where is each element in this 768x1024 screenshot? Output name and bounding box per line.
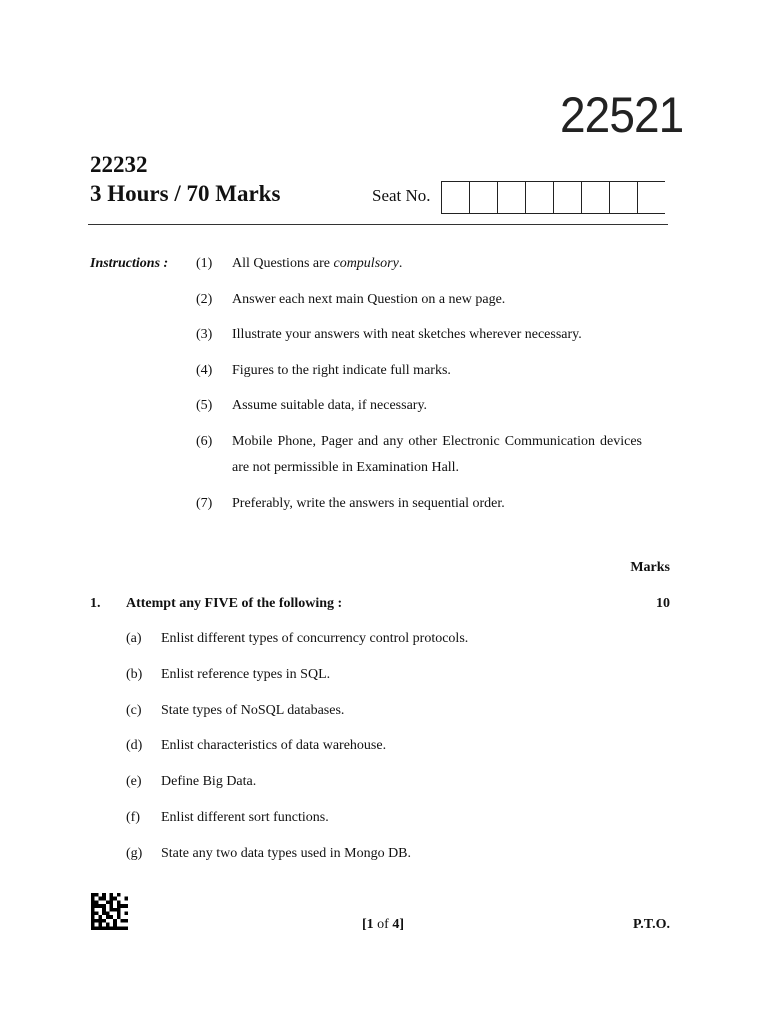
question-marks: 10 — [656, 596, 670, 611]
duration-marks: 3 Hours / 70 Marks — [90, 181, 281, 206]
question-number: 1. — [90, 596, 101, 611]
page-total: 4 — [392, 917, 400, 932]
sub-question-letter: (b) — [126, 667, 143, 682]
page-indicator: [1 of 4] — [362, 917, 405, 932]
instruction-text: Assume suitable data, if necessary. — [232, 398, 428, 413]
sub-question-text: State any two data types used in Mongo DB. — [161, 846, 412, 861]
instruction-number: (7) — [196, 496, 213, 511]
sub-question-text: Enlist characteristics of data warehouse. — [161, 738, 387, 753]
seat-box — [581, 182, 609, 213]
sub-question-text: State types of NoSQL databases. — [161, 703, 345, 718]
seat-box — [525, 182, 553, 213]
pto-label: P.T.O. — [633, 917, 670, 932]
paper-code: 22521 — [560, 87, 684, 143]
instruction-text: All Questions are compulsory. — [232, 256, 403, 271]
instruction-text: Preferably, write the answers in sequential order. — [232, 496, 505, 511]
seat-box — [441, 182, 469, 213]
sub-question-letter: (e) — [126, 774, 142, 789]
sub-question-letter: (f) — [126, 810, 140, 825]
instruction-number: (3) — [196, 327, 213, 342]
sub-question-letter: (a) — [126, 631, 142, 646]
instruction-emphasis: compulsory — [333, 256, 399, 271]
sub-question-letter: (d) — [126, 738, 143, 753]
instruction-number: (6) — [196, 434, 213, 449]
instruction-text: Answer each next main Question on a new page. — [232, 292, 506, 307]
instruction-number: (5) — [196, 398, 213, 413]
instruction-text: Mobile Phone, Pager and any other Electronic Communication devices are not permissible in Examination Hall. — [232, 434, 642, 475]
subject-code: 22232 — [90, 152, 148, 177]
seat-box — [609, 182, 637, 213]
sub-question-text: Enlist reference types in SQL. — [161, 667, 331, 682]
instruction-number: (2) — [196, 292, 213, 307]
header-divider — [88, 224, 668, 225]
marks-heading: Marks — [630, 560, 670, 575]
instruction-text: Illustrate your answers with neat sketches wherever necessary. — [232, 327, 582, 342]
instruction-number: (4) — [196, 363, 213, 378]
seat-box — [469, 182, 497, 213]
sub-question-letter: (c) — [126, 703, 142, 718]
sub-question-text: Enlist different types of concurrency control protocols. — [161, 631, 469, 646]
page-number: 1 — [366, 917, 374, 932]
sub-question-letter: (g) — [126, 846, 143, 861]
sub-question-text: Define Big Data. — [161, 774, 257, 789]
instruction-text: Figures to the right indicate full marks. — [232, 363, 451, 378]
seat-box — [497, 182, 525, 213]
seat-number-boxes — [441, 181, 665, 214]
instructions-label: Instructions : — [90, 256, 169, 271]
seat-number-label: Seat No. — [372, 186, 431, 205]
datamatrix-barcode — [91, 893, 128, 930]
instruction-number: (1) — [196, 256, 213, 271]
seat-box — [637, 182, 665, 213]
sub-question-text: Enlist different sort functions. — [161, 810, 329, 825]
seat-box — [553, 182, 581, 213]
question-text: Attempt any FIVE of the following : — [126, 596, 343, 611]
